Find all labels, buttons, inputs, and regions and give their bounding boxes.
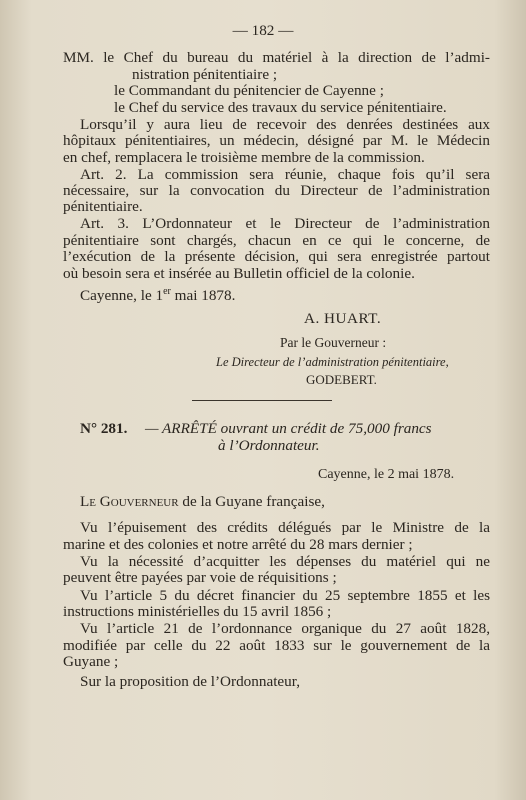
lorsque-line-2: hôpitaux pénitentiaires, un médecin, désigné par M. le Médecin — [63, 132, 490, 149]
vu1-line-2: marine et des colonies et notre arrêté du 28 mars dernier ; — [63, 536, 413, 553]
date-line-1-rest: mai 1878. — [170, 287, 236, 305]
arrete-title-line-2: à l’Ordonnateur. — [218, 437, 320, 454]
governor-heading-rest: de la Guyane française, — [178, 493, 325, 510]
vu4-line-3: Guyane ; — [63, 653, 119, 670]
lorsque-line-3: en chef, remplacera le troisième membre de la commission. — [63, 149, 425, 166]
arrete-title-line-1: — ARRÊTÉ ouvrant un crédit de 75,000 francs — [145, 420, 432, 437]
art3-line-2: pénitentiaire sont chargés, chacun en ce qui le concerne, de — [63, 232, 490, 249]
signer-name: A. HUART. — [304, 310, 382, 327]
vu4-line-2: modifiée par celle du 22 août 1833 sur le gouvernement de la — [63, 637, 490, 654]
art3-line-4: où besoin sera et insérée au Bulletin officiel de la colonie. — [63, 265, 415, 282]
mm-line-1: MM. le Chef du bureau du matériel à la direction de l’admi- — [63, 49, 490, 66]
arrete-number: N° 281. — [80, 420, 128, 437]
art3-line-3: l’exécution de la présente décision, qui sera enregistrée partout — [63, 248, 490, 265]
date-line-1-sup: er — [163, 286, 171, 297]
art2-line-1: Art. 2. La commission sera réunie, chaque fois qu’il sera — [80, 166, 490, 183]
vu1-line-1: Vu l’épuisement des crédits délégués par le Ministre de la — [80, 519, 490, 536]
page-number: — 182 — — [232, 22, 294, 39]
governor-heading — [80, 493, 325, 510]
governor-heading-title: Le Gouverneur — [80, 493, 179, 510]
date-line-1-text: Cayenne, le 1 — [80, 287, 164, 305]
vu4-line-1: Vu l’article 21 de l’ordonnance organique du 27 août 1828, — [80, 620, 490, 637]
vu2-line-1: Vu la nécessité d’acquitter les dépenses du matériel qui ne — [80, 553, 490, 570]
director-name: GODEBERT. — [306, 372, 377, 387]
vu2-line-2: peuvent être payées par voie de réquisitions ; — [63, 569, 337, 586]
date-line-2: Cayenne, le 2 mai 1878. — [318, 467, 455, 482]
section-divider — [192, 400, 332, 401]
art2-line-2: nécessaire, sur la convocation du Directeur de l’administration — [63, 182, 490, 199]
date-line-1 — [80, 283, 235, 304]
mm-line-3: le Commandant du pénitencier de Cayenne ; — [114, 82, 384, 99]
director-title: Le Directeur de l’administration pénitentiaire, — [216, 355, 449, 369]
par-le-gouverneur: Par le Gouverneur : — [280, 335, 387, 350]
mm-line-4: le Chef du service des travaux du service pénitentiaire. — [114, 99, 447, 116]
art3-line-1: Art. 3. L’Ordonnateur et le Directeur de l’administration — [80, 215, 490, 232]
lorsque-line-1: Lorsqu’il y aura lieu de recevoir des denrées destinées aux — [80, 116, 490, 133]
vu3-line-1: Vu l’article 5 du décret financier du 25 septembre 1855 et les — [80, 587, 490, 604]
mm-line-2: nistration pénitentiaire ; — [132, 66, 278, 83]
vu3-line-2: instructions ministérielles du 15 avril 1856 ; — [63, 603, 332, 620]
sur-proposition: Sur la proposition de l’Ordonnateur, — [80, 673, 300, 690]
art2-line-3: pénitentiaire. — [63, 198, 143, 215]
